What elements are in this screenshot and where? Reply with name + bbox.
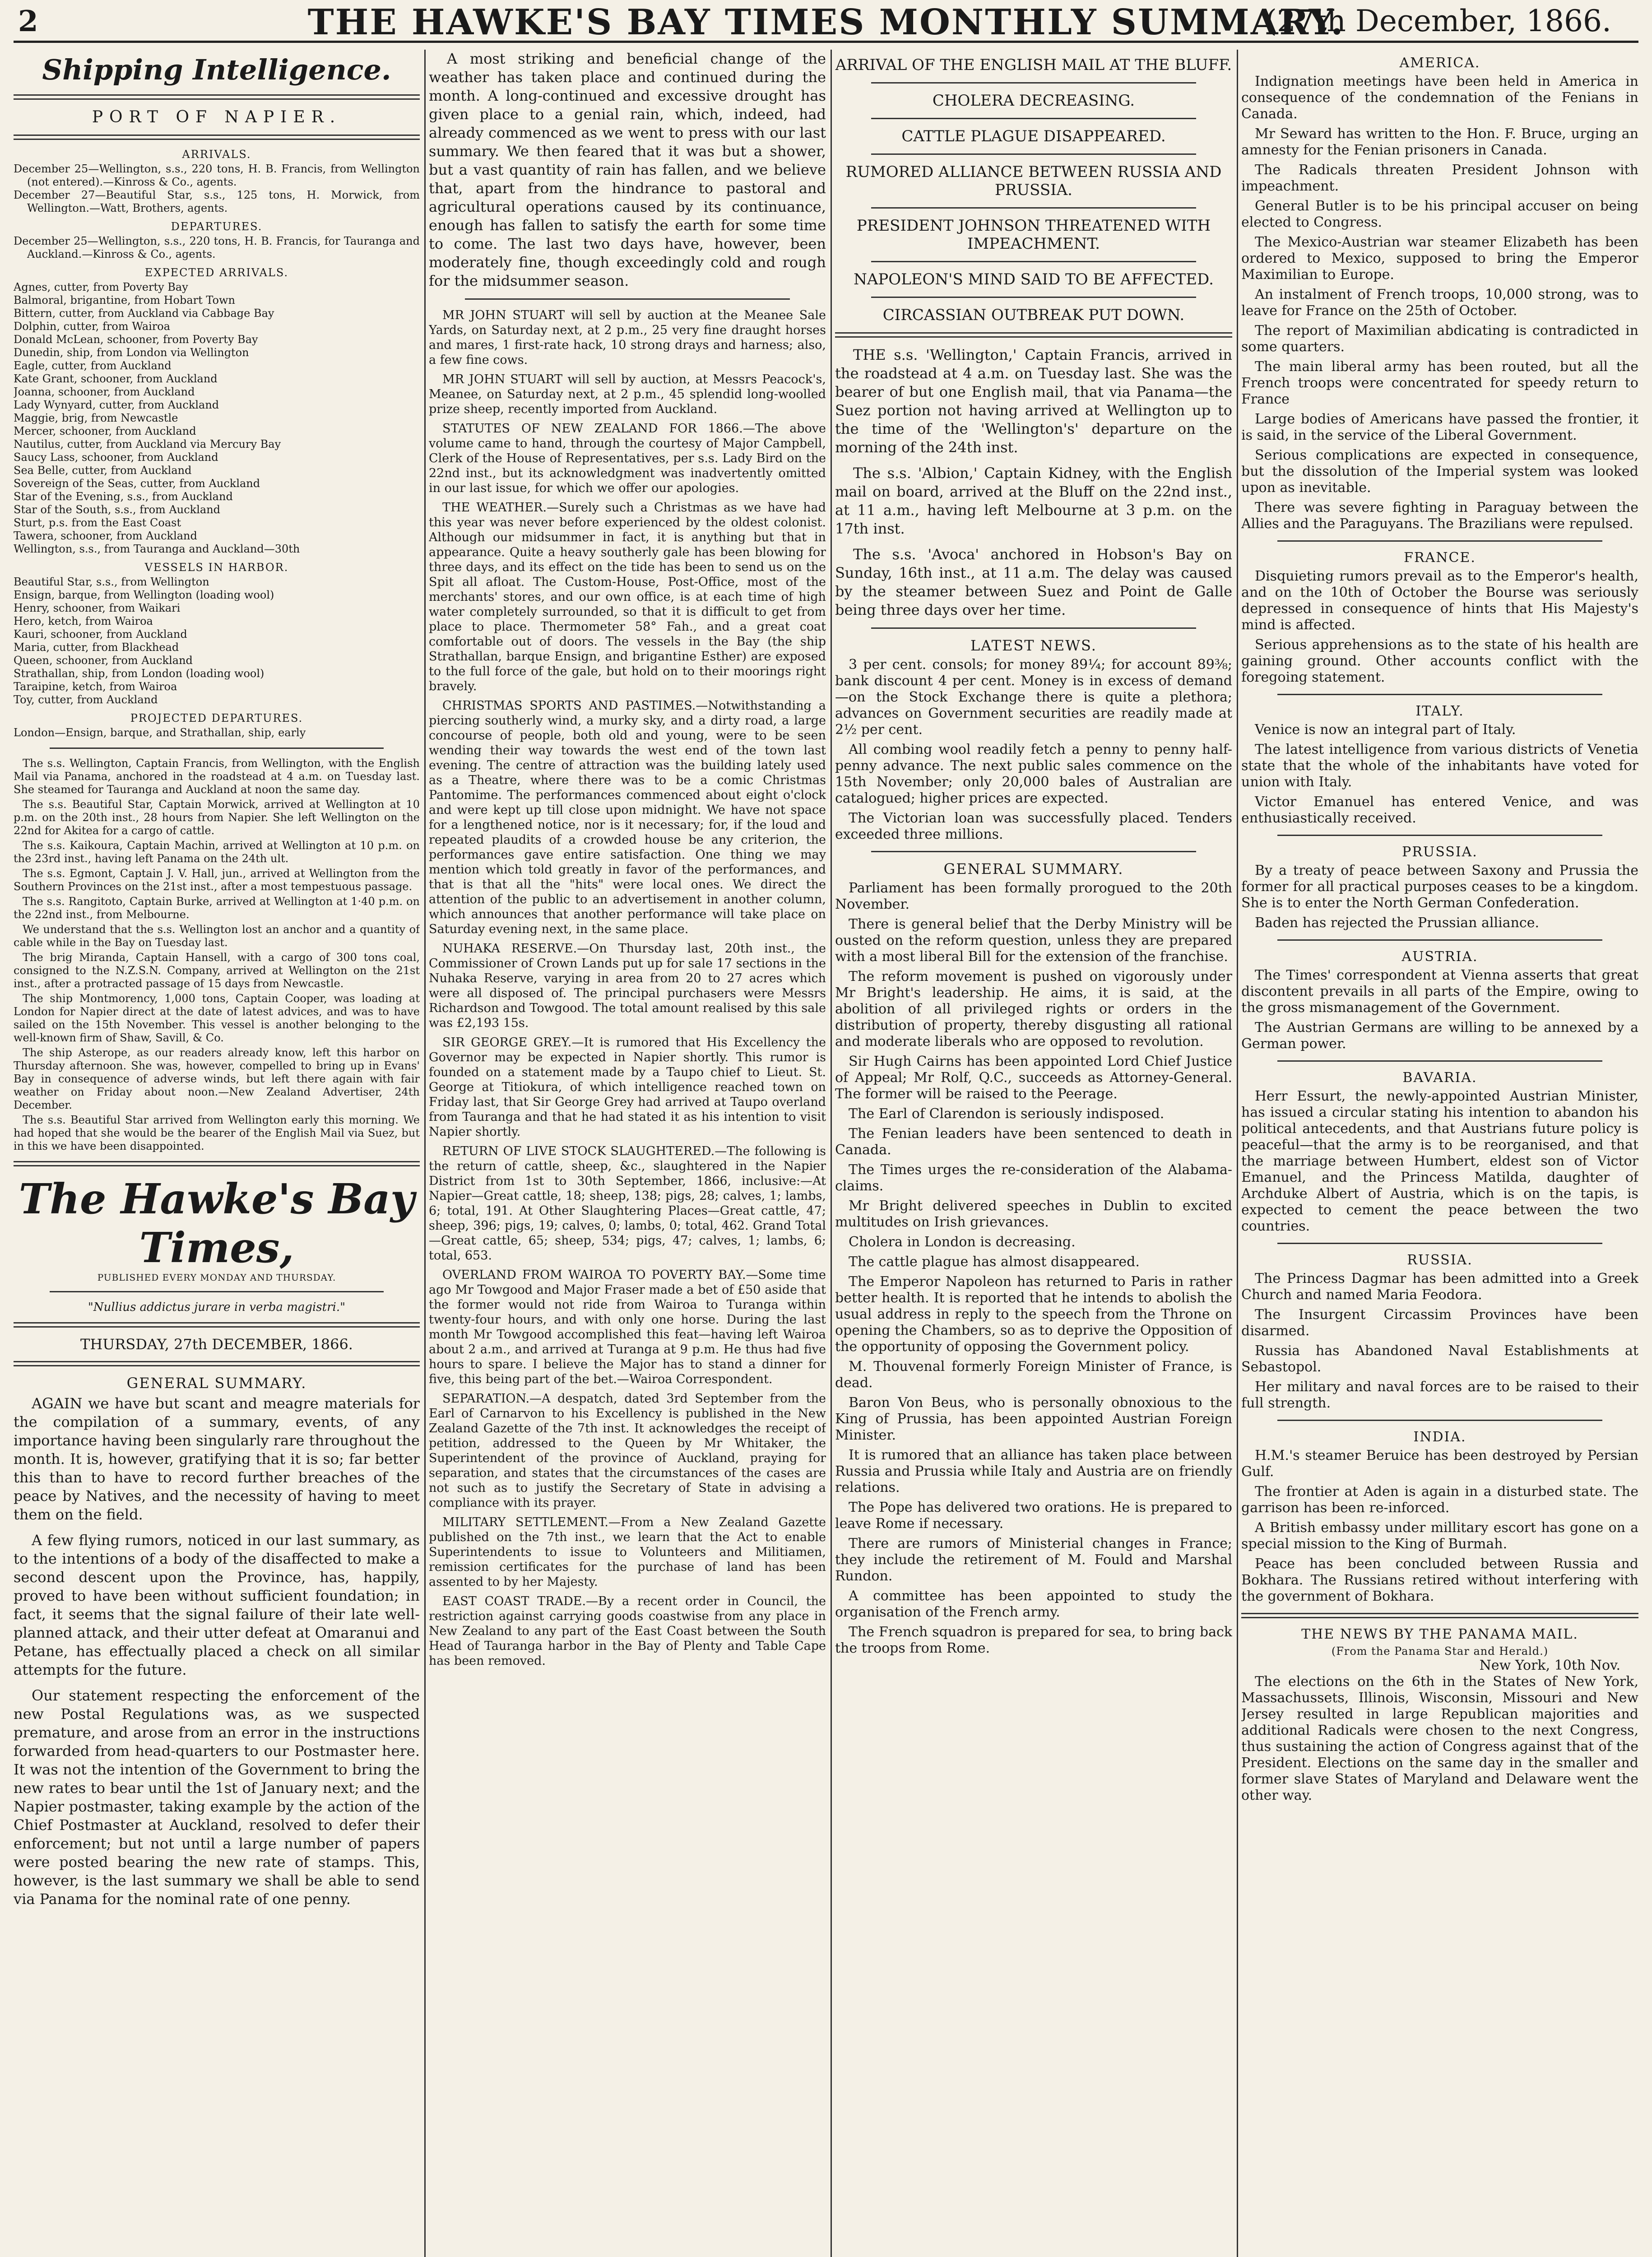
divider — [871, 207, 1196, 209]
divider — [871, 153, 1196, 155]
general-item: The Emperor Napoleon has returned to Paris in rather better health. It is reported that he intends to abolish the usual address in reply to the speech from the Throne on opening the Chambers, so as to deprive the Opposition of the opportunity of opposing the Government policy. — [835, 1274, 1232, 1355]
section-paragraph: Mr Seward has written to the Hon. F. Bruce, urging an amnesty for the Fenian prisoners in Canada. — [1241, 126, 1638, 158]
arrivals-heading: ARRIVALS. — [182, 148, 251, 161]
divider — [1277, 1243, 1602, 1244]
harbor-vessel: Henry, schooner, from Waikari — [14, 602, 181, 614]
harbor-vessel: Strathallan, ship, from London (loading wool) — [14, 667, 265, 680]
section-paragraph: Large bodies of Americans have passed the frontier, it is said, in the service of the Liberal Government. — [1241, 411, 1638, 443]
expected-vessel: Sturt, p.s. from the East Coast — [14, 516, 181, 529]
section-paragraph: An instalment of French troops, 10,000 strong, was to leave for France on the 25th of October. — [1241, 287, 1638, 319]
general-item: Sir Hugh Cairns has been appointed Lord Chief Justice of Appeal; Mr Rolf, Q.C., succeeds as Attorney-General. The former will be raised to the Peerage. — [835, 1054, 1232, 1102]
expected-vessel: Joanna, schooner, from Auckland — [14, 385, 195, 398]
expected-vessel: Sea Belle, cutter, from Auckland — [14, 464, 192, 477]
divider — [50, 748, 384, 749]
shipping-report: The s.s. Kaikoura, Captain Machin, arrived at Wellington at 10 p.m. on the 23rd inst., having left Panama on the 24th ult. — [14, 839, 420, 865]
section-body — [1241, 1448, 1638, 1605]
expected-vessel: Mercer, schooner, from Auckland — [14, 425, 196, 437]
section-body — [1241, 1088, 1638, 1235]
news-item: MILITARY SETTLEMENT.—From a New Zealand Gazette published on the 7th inst., we learn that the Act to enable Superintendents to issue to Volunteers and Militiamen, remission certificates for the purchase of land has been assented to by her Majesty. — [429, 1515, 826, 1589]
harbor-vessel: Kauri, schooner, from Auckland — [14, 628, 187, 641]
expected-vessel: Maggie, brig, from Newcastle — [14, 412, 178, 424]
section-paragraph: Herr Essurt, the newly-appointed Austrian Minister, has issued a circular stating his intention to abandon his political antecedents, and that Austrians future policy is peaceful—that the army is to be reorganised, and that the marriage between Humbert, eldest son of Victor Emanuel, and the Princess Matilda, daughter of Archduke Albert of Austria, which is on the tapis, is expected to cement the peace between the two countries. — [1241, 1088, 1638, 1234]
panama-dateline: New York, 10th Nov. — [1479, 1658, 1620, 1673]
summary-paragraph: AGAIN we have but scant and meagre materials for the compilation of a summary, events, of any importance having been singularly rare throughout the month. It is, however, gratifying that it is so; far better this than to have to record further breaches of the peace by Natives, and the necessity of having to meet them on the field. — [14, 1395, 420, 1523]
section-paragraph: The Mexico-Austrian war steamer Elizabeth has been ordered to Mexico, supposed to bring the Emperor Maximilian to Europe. — [1241, 234, 1638, 283]
section-paragraph: The Insurgent Circassim Provinces have been disarmed. — [1241, 1307, 1638, 1339]
shipping-report: The s.s. Egmont, Captain J. V. Hall, jun., arrived at Wellington from the Southern Provinces on the 21st inst., after a most tempestuous passage. — [14, 867, 420, 893]
expected-vessel: Lady Wynyard, cutter, from Auckland — [14, 399, 219, 411]
mail-paragraph: The s.s. 'Albion,' Captain Kidney, with the English mail on board, arrived at the Bluff on the 22nd inst., at 11 a.m., having left Melbourne at 3 p.m. on the 17th inst. — [835, 464, 1232, 537]
section-paragraph: Victor Emanuel has entered Venice, and was enthusiastically received. — [1241, 794, 1638, 826]
headline: CHOLERA DECREASING. — [932, 92, 1135, 110]
shipping-report: The ship Montmorency, 1,000 tons, Captain Cooper, was loading at London for Napier direct at the date of latest advices, and was to have sailed on the 15th November. This vessel is another belonging to the well-known firm of Shaw, Savill, & Co. — [14, 992, 420, 1044]
shipping-heading: Shipping Intelligence. — [42, 53, 391, 86]
expected-vessel: Sovereign of the Seas, cutter, from Auckland — [14, 477, 260, 490]
headline: NAPOLEON'S MIND SAID TO BE AFFECTED. — [854, 270, 1214, 288]
divider — [1277, 540, 1602, 542]
section-heading: FRANCE. — [1404, 550, 1476, 566]
column-rule — [424, 50, 426, 2257]
section-paragraph: A British embassy under millitary escort has gone on a special mission to the King of Burmah. — [1241, 1520, 1638, 1552]
expected-vessel: Tawera, schooner, from Auckland — [14, 529, 197, 542]
shipping-report: The s.s. Beautiful Star arrived from Wellington early this morning. We had hoped that she would be the bearer of the English Mail via Suez, but in this we have been disappointed. — [14, 1114, 420, 1152]
general-item: Mr Bright delivered speeches in Dublin to excited multitudes on Irish grievances. — [835, 1198, 1232, 1230]
projected-list — [14, 726, 420, 739]
departure-entry: December 25—Wellington, s.s., 220 tons, H. B. Francis, for Tauranga and Auckland.—Kinross & Co., agents. — [14, 235, 420, 260]
divider — [871, 118, 1196, 119]
news-item: STATUTES OF NEW ZEALAND FOR 1866.—The above volume came to hand, through the courtesy of Major Campbell, Clerk of the House of Representatives, per s.s. Lady Bird on the 22nd inst., but its acknowledgment was inadvertently omitted in our last issue, for which we offer our apologies. — [429, 422, 826, 495]
general-item: Cholera in London is decreasing. — [849, 1234, 1076, 1250]
section-paragraph: The Austrian Germans are willing to be annexed by a German power. — [1241, 1020, 1638, 1052]
projected-entry: London—Ensign, barque, and Strathallan, ship, early — [14, 726, 306, 739]
news-item: EAST COAST TRADE.—By a recent order in Council, the restriction against carrying goods coastwise from any place in New Zealand to any part of the East Coast between the South Head of Tauranga harbor in the Bay of Plenty and Table Cape has been removed. — [429, 1594, 826, 1668]
local-items — [429, 308, 826, 1668]
newspaper-title: THE HAWKE'S BAY TIMES MONTHLY SUMMARY. — [307, 2, 1345, 43]
divider — [871, 82, 1196, 84]
expected-list — [14, 281, 420, 556]
news-item: NUHAKA RESERVE.—On Thursday last, 20th inst., the Commissioner of Crown Lands put up for sale 17 sections in the Nuhaka Reserve, varying in area from 20 to 27 acres which were all disposed of. The principal purchasers were Messrs Richardson and Towgood. The total amount realised by this sale was £2,193 15s. — [429, 942, 826, 1030]
headline: RUMORED ALLIANCE BETWEEN RUSSIA AND PRUSSIA. — [845, 163, 1222, 199]
news-item: MR JOHN STUART will sell by auction at the Meanee Sale Yards, on Saturday next, at 2 p.m., 25 very fine draught horses and mares, 1 first-rate hack, 10 strong drays and harness; also, a few fine cows. — [429, 308, 826, 367]
column-3 — [835, 50, 1232, 2257]
masthead — [14, 0, 1638, 43]
section-body — [1241, 1271, 1638, 1412]
section-heading: INDIA. — [1413, 1429, 1466, 1445]
divider — [871, 851, 1196, 852]
expected-vessel: Dolphin, cutter, from Wairoa — [14, 320, 171, 333]
section-paragraph: Disquieting rumors prevail as to the Emperor's health, and on the 10th of October the Bourse was seriously depressed in consequence of hints that His Majesty's mind is affected. — [1241, 568, 1638, 633]
section-paragraph: Baden has rejected the Prussian alliance. — [1255, 915, 1539, 931]
expected-vessel: Balmoral, brigantine, from Hobart Town — [14, 294, 236, 307]
issue-date: (27th December, 1866. — [1265, 4, 1611, 38]
column-rule — [1237, 50, 1238, 2257]
section-paragraph: The main liberal army has been routed, but all the French troops were concentrated for speedy return to France — [1241, 359, 1638, 407]
shipping-report: We understand that the s.s. Wellington lost an anchor and a quantity of cable while in the Bay on Tuesday last. — [14, 923, 420, 949]
news-item: OVERLAND FROM WAIROA TO POVERTY BAY.—Some time ago Mr Towgood and Major Fraser made a bet of £50 aside that the former would not ride from Wairoa to Turanga within twenty-four hours, and with only one horse. During the last month Mr Towgood accomplished this feat—having left Wairoa about 2 a.m., and arrived at Turanga at 9 p.m. He thus had five hours to spare. I believe the Major has to stand a dinner for five, this being part of the bet.—Wairoa Correspondent. — [429, 1268, 826, 1386]
expected-vessel: Wellington, s.s., from Tauranga and Auckland—30th — [14, 543, 300, 555]
expected-vessel: Star of the South, s.s., from Auckland — [14, 503, 221, 516]
news-item: SEPARATION.—A despatch, dated 3rd September from the Earl of Carnarvon to his Excellency is published in the New Zealand Gazette of the 7th inst. It acknowledges the receipt of petition, addressed to the Queen by Mr Whitaker, the Superintendent of the province of Auckland, praying for separation, and states that the circumstances of the cases are not such as to justify the Secretary of State in advising a compliance with its prayer. — [429, 1392, 826, 1510]
panama-news — [1241, 1674, 1638, 1804]
expected-vessel: Kate Grant, schooner, from Auckland — [14, 372, 218, 385]
harbor-heading: VESSELS IN HARBOR. — [144, 561, 289, 574]
section-heading: BAVARIA. — [1402, 1070, 1477, 1086]
general-item: The French squadron is prepared for sea, to bring back the troops from Rome. — [835, 1624, 1232, 1656]
mail-paragraph: The s.s. 'Avoca' anchored in Hobson's Bay on Sunday, 16th inst., at 11 a.m. The delay was caused by the steamer between Suez and Point de Galle being three days over her time. — [835, 546, 1232, 618]
section-paragraph: General Butler is to be his principal accuser on being elected to Congress. — [1241, 198, 1638, 230]
section-body — [1241, 722, 1638, 827]
section-paragraph: Serious complications are expected in consequence, but the dissolution of the Imperial system was looked upon as inevitable. — [1241, 447, 1638, 496]
general-item: There is general belief that the Derby Ministry will be ousted on the reform question, unless they are prepared with a most liberal Bill for the extension of the franchise. — [835, 916, 1232, 965]
expected-vessel: Eagle, cutter, from Auckland — [14, 359, 172, 372]
section-paragraph: The Radicals threaten President Johnson with impeachment. — [1241, 162, 1638, 194]
general-summary-heading: GENERAL SUMMARY. — [943, 860, 1124, 878]
section-paragraph: The report of Maximilian abdicating is contradicted in some quarters. — [1241, 323, 1638, 355]
section-heading: RUSSIA. — [1407, 1252, 1473, 1268]
harbor-vessel: Toy, cutter, from Auckland — [14, 693, 158, 706]
expected-vessel: Saucy Lass, schooner, from Auckland — [14, 451, 218, 464]
news-item: THE WEATHER.—Surely such a Christmas as we have had this year was never before experienced by the oldest colonist. Although our midsummer in fact, it is anything but that in appearance. Quite a heavy southerly gale has been blowing for three days, and its effect on the tide has been to send us on the Spit all afloat. The Custom-House, Post-Office, most of the merchants' stores, and our own office, is at each time of high water completely surrounded, so that it is difficult to get from place to place. Thermometer 58° Fah., and a great coat comfortable out of doors. The vessels in the Bay (the ship Strathallan, barque Ensign, and brigantine Esther) are exposed to the full force of the gale, but hold on to their moorings right bravely. — [429, 501, 826, 693]
general-item: There are rumors of Ministerial changes in France; they include the retirement of M. Fould and Marshal Rundon. — [835, 1536, 1232, 1584]
section-paragraph: The Times' correspondent at Vienna asserts that great discontent prevails in all parts of the Empire, owing to the gross mismanagement of the Government. — [1241, 967, 1638, 1016]
arrivals-list — [14, 163, 420, 215]
arrival-entry: December 27—Beautiful Star, s.s., 125 tons, H. Morwick, from Wellington.—Watt, Brothers, agents. — [14, 189, 420, 214]
general-item: The reform movement is pushed on vigorously under Mr Bright's leadership. He aims, it is said, at the abolition of all privileged rights or orders in the distribution of property, thereby disgusting all rational and moderate liberals who are opposed to revolution. — [835, 969, 1232, 1050]
projected-heading: PROJECTED DEPARTURES. — [130, 712, 303, 724]
harbor-vessel: Queen, schooner, from Auckland — [14, 654, 193, 667]
mail-report — [835, 346, 1232, 619]
harbor-vessel: Maria, cutter, from Blackhead — [14, 641, 179, 654]
shipping-report: The brig Miranda, Captain Hansell, with a cargo of 300 tons coal, consigned to the N.Z.S.N. Company, arrived at Wellington on the 21st inst., after a protracted passage of 15 days from Newcastle. — [14, 951, 420, 990]
harbor-vessel: Taraipine, ketch, from Wairoa — [14, 680, 177, 693]
foreign-news — [1241, 55, 1638, 1605]
departures-list — [14, 235, 420, 261]
divider — [50, 1291, 384, 1292]
lead-paragraph: A most striking and beneficial change of the weather has taken place and continued during the month. A long-continued and excessive drought has given place to a genial rain, which, indeed, had already commenced as we went to press with our last summary. We then feared that it was but a shower, but a vast quantity of rain has fallen, and we believe that, apart from the hindrance to pastoral and agricultural operations caused by its continuance, enough has fallen to satisfy the earth for some time to come. The last two days have, however, been moderately fine, though exceedingly cold and rough for the midsummer season. — [429, 50, 826, 289]
divider — [1277, 694, 1602, 695]
divider — [1277, 835, 1602, 836]
summary-paragraph: Our statement respecting the enforcement of the new Postal Regulations was, as we suspected premature, and arose from an error in the instructions forwarded from head-quarters to our Postmaster here. It was not the intention of the Government to bring the new rates to bear until the 1st of January next; and the Napier postmaster, taking example by the action of the Chief Postmaster at Auckland, resolved to defer their enforcement; but not until a large number of papers were posted bearing the new rate of stamps. This, however, is the last summary we shall be able to send via Panama for the nominal rate of one penny. — [14, 1687, 420, 1908]
paper-title: The Hawke's Bay Times, — [19, 1175, 415, 1272]
general-summary — [835, 880, 1232, 1657]
section-paragraph: H.M.'s steamer Beruice has been destroyed by Persian Gulf. — [1241, 1448, 1638, 1480]
expected-heading: EXPECTED ARRIVALS. — [144, 266, 289, 279]
section-heading: AUSTRIA. — [1401, 949, 1478, 965]
section-body — [1241, 74, 1638, 532]
weather-lead — [429, 50, 826, 290]
summary-heading: GENERAL SUMMARY. — [126, 1375, 307, 1392]
harbor-list — [14, 576, 420, 706]
arrival-entry: December 25—Wellington, s.s., 220 tons, H. B. Francis, from Wellington (not entered).—Kinross & Co., agents. — [14, 163, 420, 188]
expected-vessel: Agnes, cutter, from Poverty Bay — [14, 281, 188, 293]
divider — [14, 1161, 420, 1166]
section-paragraph: By a treaty of peace between Saxony and Prussia the former for all practical purposes ceases to be a kingdom. She is to enter the North German Confederation. — [1241, 863, 1638, 911]
harbor-vessel: Beautiful Star, s.s., from Wellington — [14, 576, 209, 588]
divider — [465, 298, 790, 300]
column-4 — [1241, 50, 1638, 2257]
general-item: It is rumored that an alliance has taken place between Russia and Prussia while Italy and Austria are on friendly relations. — [835, 1447, 1232, 1495]
page-number: 2 — [18, 5, 38, 38]
column-1 — [14, 50, 420, 2257]
news-item: SIR GEORGE GREY.—It is rumored that His Excellency the Governor may be expected in Napier shortly. This rumor is founded on a statement made by a Taupo chief to Lieut. St. George at Titiokura, of which intelligence reached town on Friday last, that Sir George Grey had arrived at Taupo overland from Tauranga and that he had stated it as his intention to visit Napier shortly. — [429, 1036, 826, 1139]
divider — [14, 94, 420, 100]
section-heading: PRUSSIA. — [1402, 844, 1478, 860]
headline: CATTLE PLAGUE DISAPPEARED. — [901, 127, 1166, 145]
divider — [1277, 939, 1602, 941]
news-item: MR JOHN STUART will sell by auction, at Messrs Peacock's, Meanee, on Saturday next, at 2 p.m., 45 splendid long-woolled prize sheep, recently imported from Auckland. — [429, 372, 826, 416]
column-rule — [831, 50, 832, 2257]
summary-paragraph: A few flying rumors, noticed in our last summary, as to the intentions of a body of the disaffected to make a second descent upon the Province, has, happily, proved to have been without sufficient foundation; in fact, it seems that the signal failure of their late well-planned attack, and their utter defeat at Omaranui and Petane, has effectually placed a check on all similar attempts for the future. — [14, 1532, 420, 1678]
panama-source: (From the Panama Star and Herald.) — [1331, 1645, 1549, 1658]
section-paragraph: Venice is now an integral part of Italy. — [1255, 722, 1516, 738]
general-item: M. Thouvenal formerly Foreign Minister of France, is dead. — [835, 1359, 1232, 1391]
port-heading: PORT OF NAPIER. — [92, 108, 342, 126]
latest-item: 3 per cent. consols; for money 89¼; for account 89⅜; bank discount 4 per cent. Money is in excess of demand—on the Stock Exchange there is quite a plethora; advances on Government securities are readily made at 2½ per cent. — [835, 657, 1232, 738]
harbor-vessel: Ensign, barque, from Wellington (loading wool) — [14, 589, 274, 601]
column-2 — [429, 50, 826, 2257]
headline: ARRIVAL OF THE ENGLISH MAIL AT THE BLUFF. — [835, 56, 1232, 74]
general-item: Parliament has been formally prorogued to the 20th November. — [835, 880, 1232, 912]
expected-vessel: Star of the Evening, s.s., from Auckland — [14, 490, 233, 503]
headline: PRESIDENT JOHNSON THREATENED WITH IMPEACHMENT. — [856, 217, 1211, 253]
expected-vessel: Nautilus, cutter, from Auckland via Mercury Bay — [14, 438, 281, 450]
shipping-report: The ship Asterope, as our readers already know, left this harbor on Thursday afternoon. She was, however, compelled to bring up in Evans' Bay in consequence of adverse winds, but left there again with fair weather on Friday about noon.—New Zealand Advertiser, 24th December. — [14, 1046, 420, 1111]
section-paragraph: Indignation meetings have been held in America in consequence of the condemnation of the Fenians in Canada. — [1241, 74, 1638, 122]
section-paragraph: The latest intelligence from various districts of Venetia state that the whole of the inhabitants have voted for union with Italy. — [1241, 742, 1638, 790]
section-heading: AMERICA. — [1399, 55, 1480, 71]
panama-paragraph: The elections on the 6th in the States of New York, Massachussets, Illinois, Wisconsin, Missouri and New Jersey resulted in large Republican majorities and additional Radicals were chosen to the next Congress, thus sustaining the action of Congress against that of the President. Elections on the same day in the smaller and former slave States of Maryland and Delaware went the other way. — [1241, 1674, 1638, 1803]
shipping-report: The s.s. Beautiful Star, Captain Morwick, arrived at Wellington at 10 p.m. on the 20th inst., 28 hours from Napier. She left Wellington on the 22nd for Akitea for a cargo of cattle. — [14, 798, 420, 837]
mail-headlines — [835, 56, 1232, 324]
general-item: A committee has been appointed to study the organisation of the French army. — [835, 1588, 1232, 1620]
general-item: The Fenian leaders have been sentenced to death in Canada. — [835, 1126, 1232, 1158]
section-paragraph: There was severe fighting in Paraguay between the Allies and the Paraguyans. The Brazilians were repulsed. — [1241, 500, 1638, 532]
general-item: The Earl of Clarendon is seriously indisposed. — [849, 1106, 1165, 1122]
section-body — [1241, 967, 1638, 1052]
section-paragraph: Serious apprehensions as to the state of his health are gaining ground. Other accounts conflict with the foregoing statement. — [1241, 637, 1638, 685]
divider — [14, 1361, 420, 1366]
mail-paragraph: THE s.s. 'Wellington,' Captain Francis, arrived in the roadstead at 4 a.m. on Tuesday last. She was the bearer of but one English mail, that via Panama—the Suez portion not having arrived at Wellington up to the time of the 'Wellington's' departure on the morning of the 24th inst. — [835, 346, 1232, 456]
section-paragraph: The frontier at Aden is again in a disturbed state. The garrison has been re-inforced. — [1241, 1484, 1638, 1516]
news-item: CHRISTMAS SPORTS AND PASTIMES.—Notwithstanding a piercing southerly wind, a murky sky, and a dirty road, a large concourse of people, both old and young, were to be seen wending their way towards the west end of the town last evening. The centre of attraction was the building lately used as a Theatre, where there was to be a comic Christmas Pantomime. The performances commenced about eight o'clock and were kept up till close upon midnight. We have not space for a lengthened notice, nor is it necessary; for, if the loud and repeated plaudits of a crowded house be any criterion, the performances gave entire satisfaction. One thing we may mention which told greatly in favor of the performances, and that is that all the "hits" were local ones. We direct the attention of the public to an advertisement in another column, which announces that another performance will take place on Saturday evening next, in the same place. — [429, 699, 826, 936]
latest-item: The Victorian loan was successfully placed. Tenders exceeded three millions. — [835, 810, 1232, 842]
divider — [1277, 1420, 1602, 1421]
shipping-reports — [14, 757, 420, 1153]
summary-body — [14, 1394, 420, 1909]
general-item: The cattle plague has almost disappeared. — [849, 1254, 1140, 1270]
divider — [871, 261, 1196, 262]
expected-vessel: Donald McLean, schooner, from Poverty Bay — [14, 333, 258, 346]
motto: "Nullius addictus jurare in verba magistri." — [88, 1300, 346, 1314]
expected-vessel: Dunedin, ship, from London via Wellington — [14, 346, 249, 359]
latest-news — [835, 657, 1232, 843]
panama-heading: THE NEWS BY THE PANAMA MAIL. — [1301, 1626, 1578, 1642]
general-item: The Pope has delivered two orations. He is prepared to leave Rome if necessary. — [835, 1500, 1232, 1532]
divider — [1277, 1060, 1602, 1062]
publication-note: PUBLISHED EVERY MONDAY AND THURSDAY. — [97, 1272, 336, 1283]
section-paragraph: The Princess Dagmar has been admitted into a Greek Church and named Maria Feodora. — [1241, 1271, 1638, 1303]
section-paragraph: Russia has Abandoned Naval Establishments at Sebastopol. — [1241, 1343, 1638, 1375]
expected-vessel: Bittern, cutter, from Auckland via Cabbage Bay — [14, 307, 274, 320]
section-paragraph: Her military and naval forces are to be raised to their full strength. — [1241, 1379, 1638, 1411]
latest-item: All combing wool readily fetch a penny to penny half-penny advance. The next public sales commence on the 15th November; only 20,000 bales of Australian are catalogued; higher prices are expected. — [835, 742, 1232, 806]
section-paragraph: Peace has been concluded between Russia and Bokhara. The Russians retired without interfering with the government of Bokhara. — [1241, 1556, 1638, 1604]
news-item: RETURN OF LIVE STOCK SLAUGHTERED.—The following is the return of cattle, sheep, &c., slaughtered in the Napier District from 1st to 30th September, 1866, inclusive:—At Napier—Great cattle, 18; sheep, 138; pigs, 28; calves, 1; lambs, 6; total, 191. At Other Slaughtering Places—Great cattle, 47; sheep, 396; pigs, 19; calves, 0; lambs, 0; total, 462. Grand Total—Great cattle, 65; sheep, 534; pigs, 47; calves, 1; lambs, 6; total, 653. — [429, 1144, 826, 1263]
divider — [14, 135, 420, 140]
general-item: The Times urges the re-consideration of the Alabama-claims. — [835, 1162, 1232, 1194]
general-item: Baron Von Beus, who is personally obnoxious to the King of Prussia, has been appointed Austrian Foreign Minister. — [835, 1395, 1232, 1443]
section-heading: ITALY. — [1415, 703, 1464, 719]
section-body — [1241, 568, 1638, 686]
departures-heading: DEPARTURES. — [171, 220, 263, 233]
harbor-vessel: Hero, ketch, from Wairoa — [14, 615, 153, 627]
dateline: THURSDAY, 27th DECEMBER, 1866. — [80, 1336, 353, 1353]
latest-news-heading: LATEST NEWS. — [970, 637, 1097, 654]
divider — [14, 1322, 420, 1328]
divider — [835, 332, 1232, 338]
section-body — [1241, 863, 1638, 931]
divider — [871, 297, 1196, 298]
headline: CIRCASSIAN OUTBREAK PUT DOWN. — [882, 306, 1185, 324]
divider — [1241, 1613, 1638, 1618]
shipping-report: The s.s. Wellington, Captain Francis, from Wellington, with the English Mail via Panama, anchored in the roadstead at 4 a.m. on Tuesday last. She steamed for Tauranga and Auckland at noon the same day. — [14, 757, 420, 796]
shipping-report: The s.s. Rangitoto, Captain Burke, arrived at Wellington at 1·40 p.m. on the 22nd inst., from Melbourne. — [14, 895, 420, 921]
divider — [871, 627, 1196, 629]
